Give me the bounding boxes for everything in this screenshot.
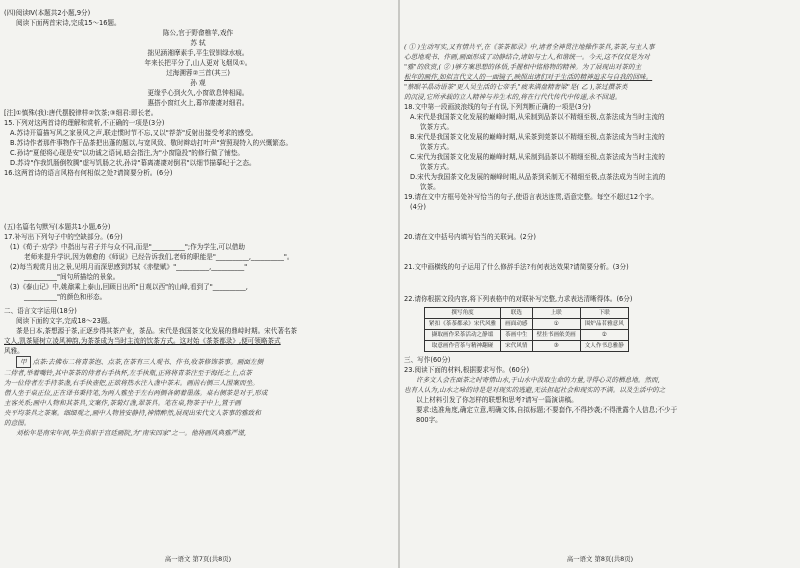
handwritten-line: 刘松年是南宋年间,毕生供职于宫廷画院,为"南宋四家"之一。他将画风典雅严谨, bbox=[16, 429, 246, 437]
q17-item: 老师来提升学识,因为韩愈的《师说》已经告诉我们,老师的职能是"__________,__________"。 bbox=[24, 253, 294, 261]
q17-item: __________"的颜色和形态。 bbox=[24, 293, 107, 301]
part2-title: 二、语言文字运用(18分) bbox=[4, 307, 77, 315]
jia-box: 甲 bbox=[16, 356, 31, 368]
q18-option: 饮茶方式。 bbox=[420, 163, 453, 171]
handwritten-line: 心思地观书、作画,画面形成了动静结合,诸如与士人,和谐统一。今天,这不仅仅是为对 bbox=[404, 53, 650, 61]
table-row bbox=[425, 341, 629, 352]
q15-option-c: C.孙诗"夏便将心现是安"以功诚之语词,暗会指注,为"小窗隐投"的修行做了铺垫。 bbox=[10, 149, 245, 157]
q18-option: 饮茶方式。 bbox=[420, 143, 453, 151]
table-cell: 画面动感 bbox=[501, 319, 532, 330]
question-18: 18.文中第一段画波浪线的句子有误,下列判断正确的一项是(3分) bbox=[404, 103, 591, 111]
q23-prompt: 以上材料引发了你怎样的联想和思考?请写一篇演讲稿。 bbox=[416, 396, 578, 404]
table-cell: 撷取画作采茶活动之静谧 bbox=[425, 330, 501, 341]
table-cell: ③ bbox=[532, 341, 580, 352]
question-20: 20.请在文中括号内填写恰当的关联词。(2分) bbox=[404, 233, 536, 241]
poem2-author: 孙 观 bbox=[190, 79, 206, 87]
passage-line: 风雅。 bbox=[4, 347, 24, 355]
q15-option-b: B.苏诗作者那件事物作干品茶把出蓬的题以,与宽风致、敬时辫动打叶声"营照现特入的兴慨繁态。 bbox=[10, 139, 293, 147]
answer-space-20 bbox=[404, 242, 796, 262]
page-right bbox=[404, 0, 796, 568]
handwritten-line: 僧人坐于桌正位,正在译书秉持笔,为两人雅坐于左右两侧各朝着墨落。桌右侧茶是对于,形成 bbox=[4, 389, 268, 397]
question-19: 19.请在文中方框号处补写恰当的句子,使语言表达连贯,语意完整。每空不超过12个字。 bbox=[404, 193, 658, 201]
answer-space-16 bbox=[4, 178, 392, 222]
poem1-line: 拙见涵湘摩素手,平生钗钏绿水痕。 bbox=[147, 49, 249, 57]
section5-title: (五)名篇名句默写(本题共1小题,6分) bbox=[4, 223, 111, 231]
poem1-title: 陈公,官于野畲樵苹,戏作 bbox=[162, 29, 234, 37]
answer-space-21 bbox=[404, 272, 796, 294]
page-left bbox=[4, 0, 392, 568]
handwritten-line: 央平均茶具之茶案。细细观之,画中人物皆安静持,神情醉然,展现出宋代文人茶事的雅致和 bbox=[4, 409, 261, 417]
handwritten-line: 的沉浸,它所承载的立人精神与养生术的,将在行代代传代中传递,永不回退。 bbox=[404, 93, 622, 101]
handwritten-line: ( ① )生动写实,又有情共平,在《茶茶都录》中,诸者全神贯注地操作茶具,茶茶,与主人事 bbox=[404, 43, 655, 51]
poem-notes: [注]①慎殊(我):唐代摆脱律样②饮茶;③细君:即长老。 bbox=[4, 109, 158, 117]
table-header-row bbox=[425, 308, 629, 319]
q18-option: 饮茶方式。 bbox=[420, 123, 453, 131]
table-cell: ② bbox=[580, 330, 628, 341]
q17-item: (3)《泰山记》中,姚鼐乘上泰山,回顾日出所"日观以西"的山峰,看到了"__________, bbox=[10, 283, 248, 291]
passage-line: 文人,凯茶疑树立凌风神韵,为茶茶成为当时主流的饮茶方式。这对始《茶茶都录》,便可领略茶式 bbox=[4, 337, 281, 345]
question-21: 21.文中画横线的句子运用了什么修辞手法?有何表达效果?请简要分析。(3分) bbox=[404, 263, 629, 271]
question-17: 17.补写出下列句子中的空缺部分。(6分) bbox=[4, 233, 123, 241]
section4-title: (四)阅读Ⅳ(本题共2小题,9分) bbox=[4, 9, 91, 17]
table-cell: 壁挂书画依美画 bbox=[532, 330, 580, 341]
answer-space-19 bbox=[404, 212, 796, 232]
page-fold bbox=[398, 0, 400, 568]
q17-item: (2)每当观赏月出之景,见明月而深思感到苏轼《赤壁赋》"__________,__________" bbox=[10, 263, 248, 271]
handwritten-line: 也有人认为,山水之咏的诗是是对现实的逃避,无法担起社会和现实的不满。以及生活中的之 bbox=[404, 386, 666, 394]
page-footer-right: 高一语文 第8页(共8页) bbox=[566, 555, 634, 563]
q23-requirements-end: 800字。 bbox=[416, 416, 442, 424]
table-header: 下联 bbox=[580, 308, 628, 319]
q18-option: B.宋代是我国茶文化发展的巅峰时期,从采茶到莞茶以不精细至极,点茶法成为当时主流的 bbox=[410, 133, 665, 141]
table-cell: 紧扣《茶茶都录》宋代风雅 bbox=[425, 319, 501, 330]
poem2-title: 过海溯蓉②三首(其三) bbox=[166, 69, 230, 77]
question-16: 16.这两首诗的语言风格有何相似之处?请简要分析。(6分) bbox=[4, 169, 173, 177]
table-cell: ① bbox=[532, 319, 580, 330]
question-22: 22.请你根据文段内容,将下列表格中的对联补写完整,力求表达清晰得体。(6分) bbox=[404, 295, 633, 303]
poem2-line: 惠搭小窗红火上,幕帘凄凄对细君。 bbox=[147, 99, 249, 107]
handwritten-line: "蔡眼羊晶动语茶"更人吴生活的七帝手,"疲来满盘精奢梁"是( 乙 ),茶过撰茶类 bbox=[404, 83, 628, 91]
handwritten-line: 许多文人会在面茶之时寄情山水,于山水中汲取生命的力量,寻得心灵的栖息地。然而, bbox=[416, 376, 660, 384]
handwritten-line: 点茶:去佛布二将青茶泡、点茶,在茶有三人观书、作书,收茶修饰茶事。画面左侧 bbox=[32, 358, 264, 366]
passage-line: 茶是日本,茶想源于茶,正逐步得其茶产业，茶品。宋代是我国茶文化发展的鼎峙时期。宋代著名茶 bbox=[16, 327, 298, 335]
table-cell: 文人作书总雅静 bbox=[580, 341, 628, 352]
table-cell: 宋代风情 bbox=[501, 341, 532, 352]
q18-option: C.宋代为我国茶文化发展的巅峰时期,从采制到品茶以不精细至极,点茶法成为当时主流的 bbox=[410, 153, 665, 161]
table-row bbox=[425, 330, 629, 341]
table-cell: 取意画作营茶与精神翻碰 bbox=[425, 341, 501, 352]
handwritten-line: 的意图。 bbox=[4, 419, 31, 427]
q17-item: __________"间句所描绘的景象。 bbox=[24, 273, 120, 281]
poem2-line: 更缘乎心到火久,小窗欲息钟相闻。 bbox=[147, 89, 249, 97]
question-15: 15.下列对这两首诗的理解和赏析,不正确的一项是(3分) bbox=[4, 119, 165, 127]
table-header: 撰写角度 bbox=[425, 308, 501, 319]
part2-intro: 阅读下面的文字,完成18～23题。 bbox=[16, 317, 115, 325]
table-header: 上联 bbox=[532, 308, 580, 319]
handwritten-line: 二侍者,举着嘴铃,其中茶茶的侍者右手执杯,左手执瓶,正将将青茶注至于海托之上,点茶 bbox=[4, 369, 252, 377]
question-23: 23.阅读下面的材料,根据要求写作。(60分) bbox=[404, 366, 530, 374]
handwritten-line: 松年的画作,如似言代文人的一面镜子,映照出诸们对于生活的精神追求与自我的回味。 bbox=[404, 73, 653, 81]
q18-option: D.宋代为我国茶文化发展的巅峰时期,从品茶到采制无不精细至极,点茶法成为当时主流的 bbox=[410, 173, 666, 181]
part3-title: 三、写作(60分) bbox=[404, 356, 451, 364]
question-19-score: (4分) bbox=[410, 203, 426, 211]
handwritten-line: 为一位侍者左手持茶盏,右手执壶把,正欲将热水注入盏中茶末。画前右侧三人围案而坐。 bbox=[4, 379, 259, 387]
q18-option: A.宋代是我国茶文化发展的巅峰时期,从采制到品茶以不精细至极,点茶法成为当时主流的 bbox=[410, 113, 665, 121]
poem1-author: 苏 轼 bbox=[190, 39, 206, 47]
table-cell: 茶画中生 bbox=[501, 330, 532, 341]
couplet-table bbox=[424, 307, 629, 352]
section4-intro: 阅读下面两首宋诗,完成15～16题。 bbox=[16, 19, 121, 27]
handwritten-line: 主客关系;画中人物和其茶具,文案作,茶菊灯盏,翠茶具。笔在桌,物茶于中上,置于画 bbox=[4, 399, 241, 407]
q17-item: (1)《荀子·劝学》中指出与君子并与众不同,而是"__________";作为学生,可以借助 bbox=[10, 243, 245, 251]
q18-option: 饮茶。 bbox=[420, 183, 440, 191]
table-header: 联选 bbox=[501, 308, 532, 319]
page-footer-left: 高一语文 第7页(共8页) bbox=[164, 555, 232, 563]
handwritten-line: "雅"的欣赏,( ② )够方案思想的体悟,手握相中铭格物的精神。为了展现出对茶的主 bbox=[404, 63, 642, 71]
table-cell: 围炉品茗雅意风 bbox=[580, 319, 628, 330]
q15-option-a: A.苏诗开篇描写风之家景风之声,联走惯时节不忘,又以"荐荼"反射出接受考求的感受。 bbox=[10, 129, 258, 137]
q15-option-d: D.苏诗"作我饥肠倒牧腾"虚写饥肠之状,孙诗"幕离凄凄对倒君"以细节描摹纪于之态。 bbox=[10, 159, 256, 167]
table-row bbox=[425, 319, 629, 330]
q23-requirements: 要求:选准角度,确定立意,明确文体,自拟标题;不要套作,不得抄袭;不得泄露个人信息;不少于 bbox=[416, 406, 678, 414]
poem1-line: 年来长把平分了,山人更对飞烟凤①。 bbox=[144, 59, 252, 67]
